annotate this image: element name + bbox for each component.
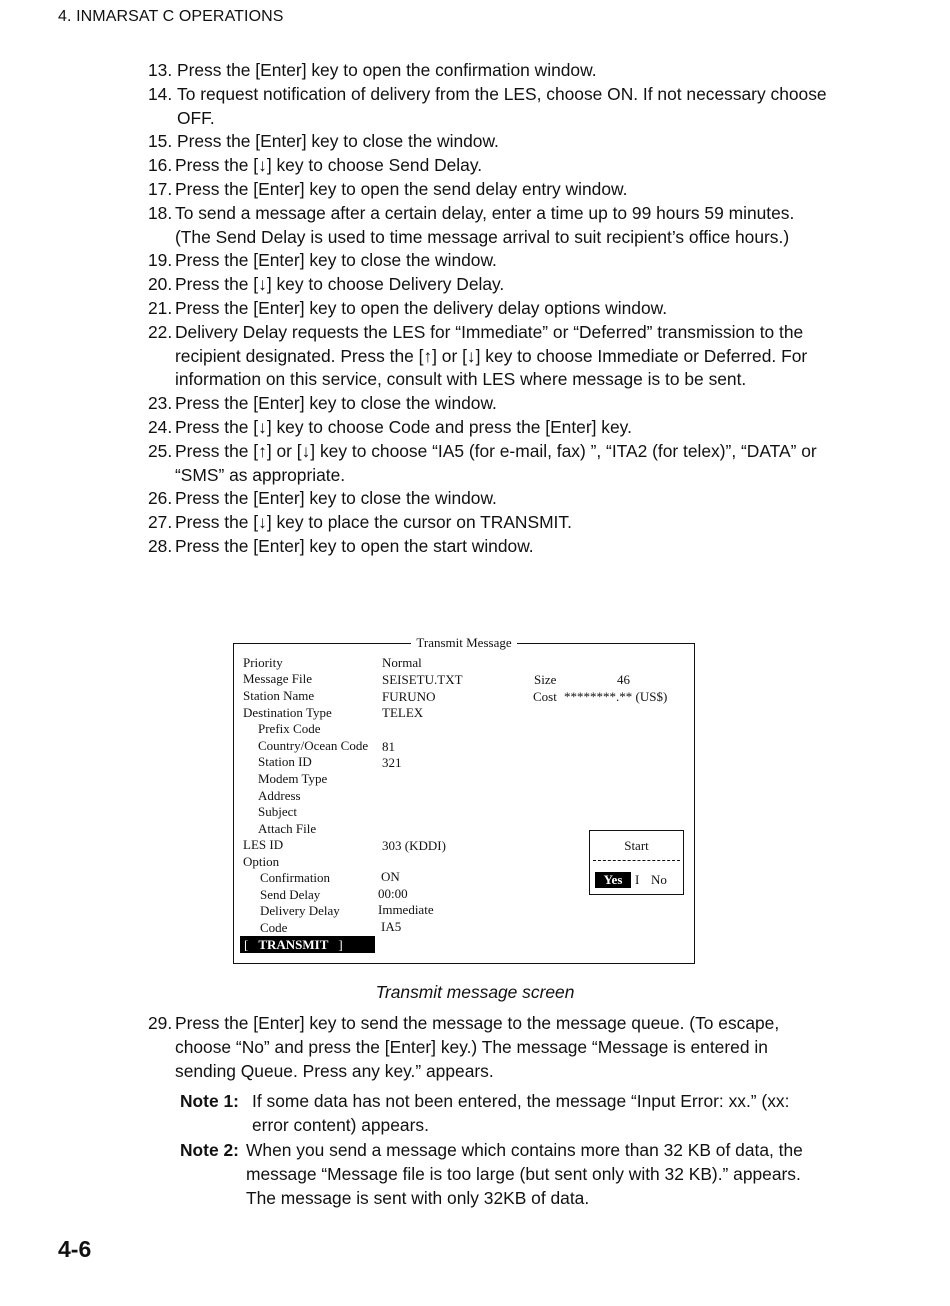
subject-label: Subject (258, 804, 297, 819)
les-id-label: LES ID (243, 837, 284, 852)
list-item (148, 202, 828, 250)
list-item (148, 273, 828, 297)
step-number: 23. (148, 393, 173, 414)
attach-file-label: Attach File (258, 821, 317, 836)
step-number: 20. (148, 274, 173, 295)
step-text: Press the [Enter] key to close the window. (177, 131, 499, 152)
list-item (148, 535, 828, 559)
message-file-value[interactable]: SEISETU.TXT (382, 672, 463, 687)
step-text: Press the [Enter] key to open the delivery delay options window. (175, 297, 668, 318)
list-item (148, 59, 828, 83)
transmit-message-screen (233, 635, 695, 964)
steps-list-continued (148, 1012, 828, 1083)
transmit-close-bracket: ] (338, 937, 343, 952)
start-dialog-title: Start (624, 838, 649, 853)
step-text: Press the [Enter] key to close the window. (175, 250, 497, 271)
list-item (148, 1012, 828, 1083)
figure-caption: Transmit message screen (375, 982, 575, 1002)
list-item (148, 511, 828, 535)
step-text: Press the [↑] or [↓] key to choose “IA5 (for e-mail, fax) ”, “ITA2 (for telex)”, “DATA” or “SMS” as appropriate. (175, 440, 817, 485)
step-number: 14. (148, 83, 173, 104)
step-text: Press the [Enter] key to open the confirmation window. (177, 60, 597, 80)
message-file-label: Message File (243, 671, 312, 686)
size-label: Size (534, 672, 557, 687)
station-id-label: Station ID (258, 754, 312, 769)
country-code-label: Country/Ocean Code (258, 738, 369, 753)
step-number: 25. (148, 440, 173, 461)
step-text: Press the [Enter] key to send the message to the message queue. (To escape, choose “No” and press the [Enter] key.) The message “Message is entered in sending Queue. Press any key.” appears. (175, 1013, 780, 1081)
cost-value: ********.** (US$) (564, 689, 668, 704)
list-item (148, 154, 828, 178)
list-item (148, 130, 828, 154)
step-number: 28. (148, 535, 173, 556)
step-number: 13. (148, 60, 173, 80)
note-text: When you send a message which contains more than 32 KB of data, the message “Message file is too large (but sent only with 32 KB).” appears. The message is sent with only 32KB of data. (246, 1140, 803, 1208)
step-number: 29. (148, 1013, 173, 1033)
transmit-label: TRANSMIT (258, 937, 329, 952)
dialog-divider (593, 860, 680, 861)
station-name-value[interactable]: FURUNO (382, 689, 436, 704)
step-text: Press the [↓] key to choose Code and press the [Enter] key. (175, 416, 632, 437)
step-number: 27. (148, 512, 173, 533)
list-item (148, 249, 828, 273)
prefix-code-label: Prefix Code (258, 721, 321, 736)
cost-label: Cost (533, 689, 557, 704)
code-value[interactable]: IA5 (381, 919, 402, 934)
note-text: If some data has not been entered, the message “Input Error: xx.” (xx: error content) appears. (252, 1091, 790, 1135)
priority-label: Priority (243, 655, 283, 670)
section-header: 4. INMARSAT C OPERATIONS (58, 8, 284, 25)
note-1 (180, 1090, 830, 1138)
option-separator: I (635, 872, 640, 887)
option-label: Option (243, 854, 280, 869)
destination-type-label: Destination Type (243, 705, 332, 720)
les-id-value[interactable]: 303 (KDDI) (382, 838, 446, 853)
step-text: To request notification of delivery from the LES, choose ON. If not necessary choose OFF. (177, 83, 827, 128)
note-2 (180, 1139, 830, 1210)
yes-button[interactable]: Yes (595, 872, 631, 888)
delivery-delay-value[interactable]: Immediate (378, 902, 434, 917)
step-number: 17. (148, 178, 173, 199)
screen-title: Transmit Message (411, 635, 516, 650)
list-item (148, 178, 828, 202)
priority-value[interactable]: Normal (382, 655, 422, 670)
page-number: 4-6 (58, 1236, 92, 1262)
steps-list (148, 59, 828, 559)
modem-type-label: Modem Type (258, 771, 328, 786)
step-text: Press the [Enter] key to open the send delay entry window. (175, 178, 628, 199)
confirmation-value[interactable]: ON (381, 869, 400, 884)
step-number: 21. (148, 297, 173, 318)
step-number: 18. (148, 202, 173, 223)
list-item (148, 83, 828, 131)
step-number: 19. (148, 250, 173, 271)
no-button[interactable]: No (651, 872, 667, 887)
transmit-button[interactable] (240, 936, 375, 953)
list-item (148, 392, 828, 416)
step-text: Press the [Enter] key to close the window. (175, 393, 497, 414)
transmit-open-bracket: [ (244, 937, 249, 952)
list-item (148, 440, 828, 488)
step-text: Delivery Delay requests the LES for “Immediate” or “Deferred” transmission to the recipient designated. Press the [↑] or [↓] key to choose Immediate or Deferred. For information on this service, consult with LES where message is to be sent. (175, 321, 808, 390)
address-label: Address (258, 788, 301, 803)
step-number: 15. (148, 131, 173, 152)
list-item (148, 416, 828, 440)
list-item (148, 487, 828, 511)
delivery-delay-label: Delivery Delay (260, 903, 340, 918)
step-text: Press the [Enter] key to close the window. (175, 488, 497, 509)
send-delay-label: Send Delay (260, 887, 321, 902)
start-dialog (589, 830, 684, 895)
station-name-label: Station Name (243, 688, 315, 703)
confirmation-label: Confirmation (260, 870, 331, 885)
size-value: 46 (617, 672, 630, 687)
step-text: To send a message after a certain delay, enter a time up to 99 hours 59 minutes. (The Send Delay is used to time message arrival to suit recipient’s office hours.) (175, 202, 795, 247)
step-text: Press the [Enter] key to open the start window. (175, 535, 534, 556)
step-number: 16. (148, 155, 173, 176)
station-id-value[interactable]: 321 (382, 755, 402, 770)
send-delay-value[interactable]: 00:00 (378, 886, 408, 901)
list-item (148, 297, 828, 321)
code-label: Code (260, 920, 288, 935)
note-label: Note 2: (180, 1140, 239, 1160)
step-text: Press the [↓] key to choose Delivery Delay. (175, 274, 505, 295)
list-item (148, 321, 828, 392)
destination-type-value[interactable]: TELEX (382, 705, 424, 720)
step-text: Press the [↓] key to place the cursor on TRANSMIT. (175, 512, 572, 533)
note-label: Note 1: (180, 1091, 239, 1111)
country-code-value[interactable]: 81 (382, 739, 395, 754)
step-text: Press the [↓] key to choose Send Delay. (175, 155, 483, 176)
step-number: 26. (148, 488, 173, 509)
step-number: 22. (148, 321, 173, 342)
step-number: 24. (148, 416, 173, 437)
